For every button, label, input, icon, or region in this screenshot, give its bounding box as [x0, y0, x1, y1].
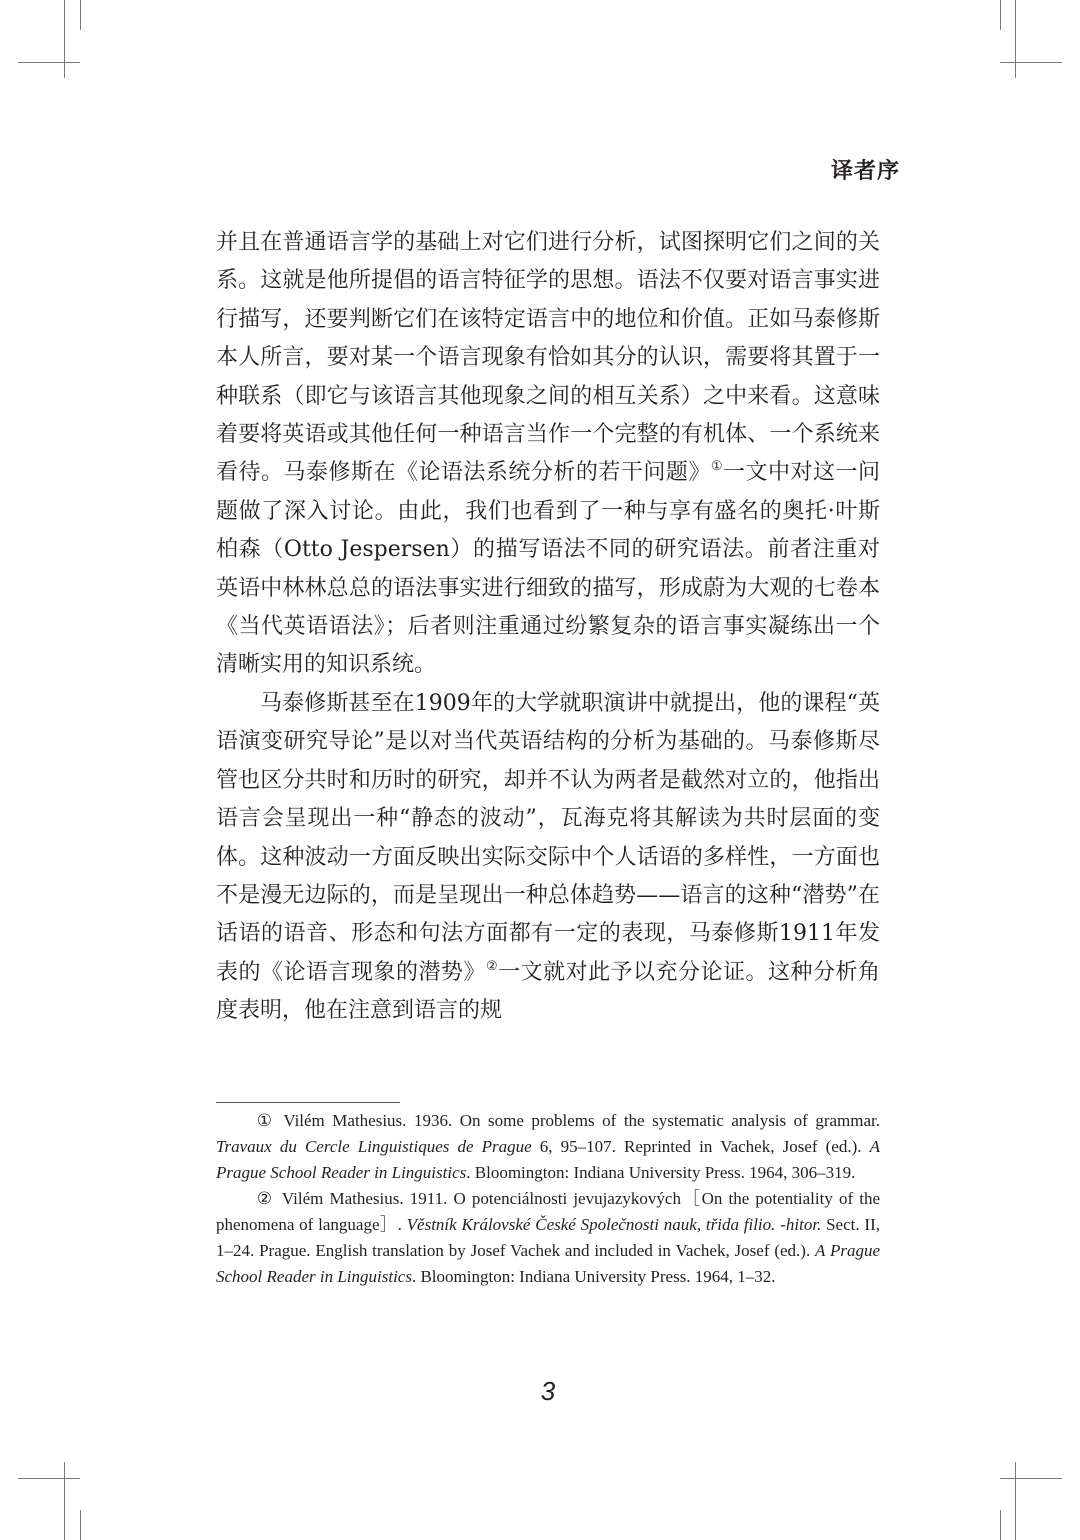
- body-paragraph: [216, 685, 880, 1031]
- footnote-segment: Vilém Mathesius. 1936. On some problems of the systematic analysis of grammar.: [283, 1111, 881, 1130]
- paragraph-text: 并且在普通语言学的基础上对它们进行分析，试图探明它们之间的关系。这就是他所提倡的语言特征学的思想。语法不仅要对语言事实进行描写，还要判断它们在该特定语言中的地位和价值。正如马泰修斯本人所言，要对某一个语言现象有恰如其分的认识，需要将其置于一种联系（即它与该语言其他现象之间的相互关系）之中来看。这意味着要将英语或其他任何一种语言当作一个完整的有机体、一个系统来看待。马泰修斯在《论语法系统分析的若干问题》: [216, 230, 880, 486]
- body-paragraph: [216, 224, 880, 685]
- crop-mark-bottom-left-horizontal: [18, 1478, 80, 1479]
- footnote-reference[interactable]: ①: [710, 459, 724, 475]
- footnote-segment-italic: A Prague School Reader in Linguistics: [216, 1137, 881, 1182]
- footnote-segment-italic: A Prague School Reader in Linguistics: [216, 1241, 881, 1286]
- paragraph-text: 一文就对此予以充分论证。这种分析角度表明，他在注意到语言的规: [216, 959, 880, 1024]
- page-number: 3: [540, 1376, 556, 1406]
- footnote-marker: ②: [256, 1189, 274, 1208]
- crop-mark-top-left-vertical: [64, 0, 65, 78]
- crop-mark-bottom-right-vertical-outer: [1000, 1510, 1001, 1540]
- footnote-marker: ①: [256, 1111, 276, 1130]
- running-head: 译者序: [830, 159, 900, 184]
- footnote-separator: [216, 1102, 400, 1103]
- body-text: [216, 224, 880, 1031]
- footnotes: [216, 1108, 880, 1290]
- footnote-segment: . Bloomington: Indiana University Press. 1964, 1–32.: [411, 1267, 776, 1286]
- crop-mark-bottom-right-vertical: [1015, 1462, 1016, 1540]
- footnote: [216, 1186, 880, 1290]
- crop-mark-bottom-left-vertical: [64, 1462, 65, 1540]
- footnote-segment: Vilém Mathesius. 1911. O potenciálnosti jevujazykových［On the potentiality of the phenomena of language］.: [216, 1189, 880, 1234]
- footnote: [216, 1108, 880, 1186]
- crop-mark-top-right-horizontal: [1000, 62, 1062, 63]
- footnote-segment: . Bloomington: Indiana University Press. 1964, 306–319.: [466, 1163, 856, 1182]
- paragraph-text: 一文中对这一问题做了深入讨论。由此，我们也看到了一种与享有盛名的奥托·叶斯柏森（Otto Jespersen）的描写语法不同的研究语法。前者注重对英语中林林总总的语法事实进行细致的描写，形成蔚为大观的七卷本《当代英语语法》；后者则注重通过纷繁复杂的语言事实凝练出一个清晰实用的知识系统。: [216, 460, 880, 678]
- crop-mark-bottom-left-vertical-outer: [80, 1510, 81, 1540]
- footnote-segment-italic: Travaux du Cercle Linguistiques de Prague: [216, 1137, 532, 1156]
- crop-mark-top-right-vertical-outer: [1000, 0, 1001, 30]
- crop-mark-top-left-horizontal: [18, 62, 80, 63]
- crop-mark-top-left-vertical-outer: [80, 0, 81, 30]
- crop-mark-bottom-right-horizontal: [1000, 1478, 1062, 1479]
- footnote-segment-italic: Věstník Královské České Společnosti nauk, třida filio. -hitor.: [406, 1215, 822, 1234]
- footnote-segment: Sect. II, 1–24. Prague. English translation by Josef Vachek and included in Vachek, Josef (ed.).: [216, 1215, 880, 1260]
- crop-mark-top-right-vertical: [1015, 0, 1016, 78]
- footnote-reference[interactable]: ②: [485, 958, 499, 974]
- footnote-segment: 6, 95–107. Reprinted in Vachek, Josef (ed.).: [531, 1137, 870, 1156]
- paragraph-text: 马泰修斯甚至在1909年的大学就职演讲中就提出，他的课程“英语演变研究导论”是以对当代英语结构的分析为基础的。马泰修斯尽管也区分共时和历时的研究，却并不认为两者是截然对立的，他指出语言会呈现出一种“静态的波动”，瓦海克将其解读为共时层面的变体。这种波动一方面反映出实际交际中个人话语的多样性，一方面也不是漫无边际的，而是呈现出一种总体趋势——语言的这种“潜势”在话语的语音、形态和句法方面都有一定的表现，马泰修斯1911年发表的《论语言现象的潜势》: [216, 690, 880, 985]
